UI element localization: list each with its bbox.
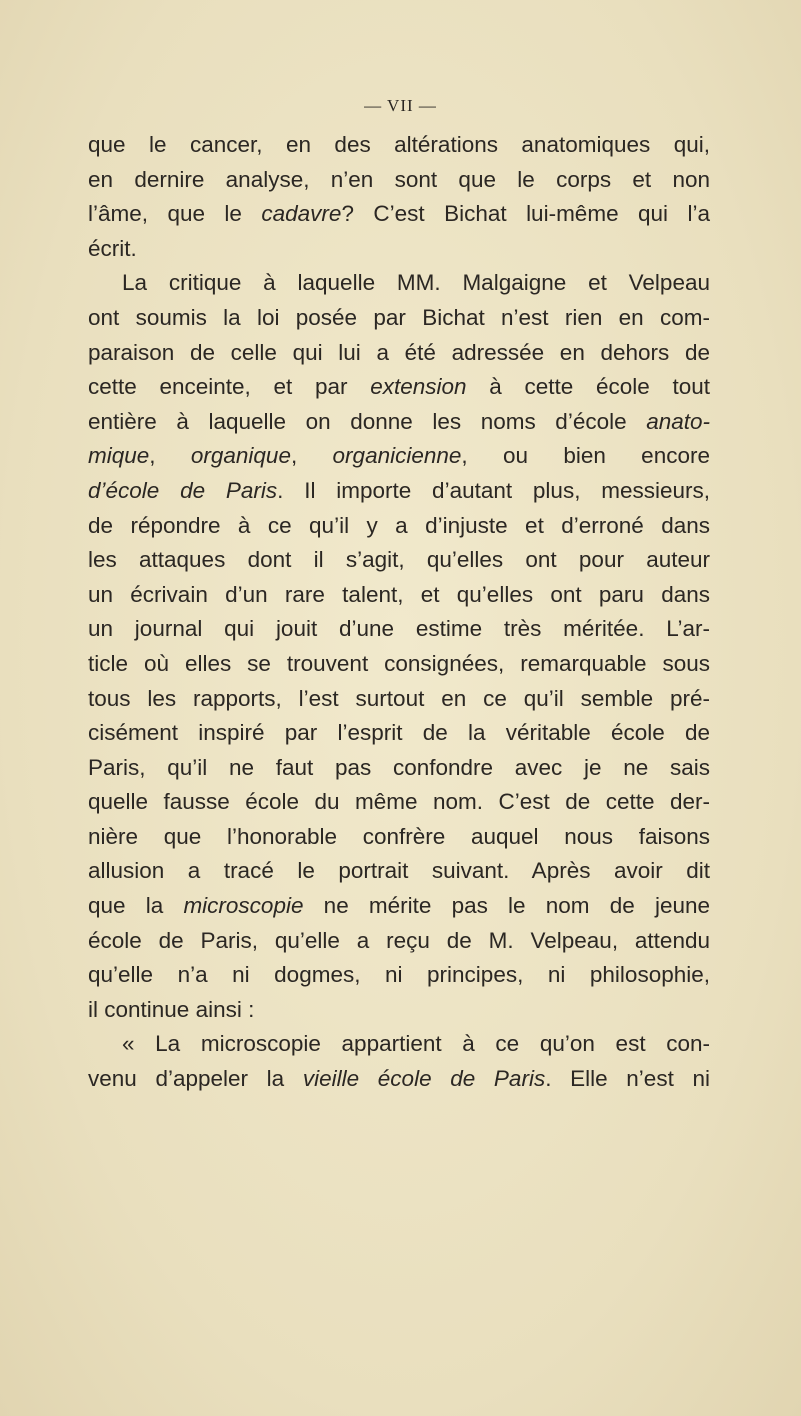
text-segment: « La microscopie appartient à ce qu’on est con- (122, 1031, 710, 1057)
text-line (88, 128, 710, 163)
text-line (88, 439, 710, 474)
text-segment: écrit. (88, 235, 137, 261)
text-line (88, 336, 710, 371)
text-segment: entière à laquelle on donne les noms d’école (88, 408, 647, 434)
italic-text-segment: organique (190, 443, 291, 469)
text-segment: à cette école tout (466, 374, 710, 400)
text-segment: les attaques dont il s’agit, qu’elles ont pour auteur (88, 547, 710, 573)
text-segment: ticle où elles se trouvent consignées, remarquable sous (88, 650, 710, 676)
text-line (88, 993, 710, 1028)
text-segment: cisément inspiré par l’esprit de la véritable école de (88, 720, 710, 746)
italic-text-segment: mique (88, 443, 150, 469)
text-segment: ne mérite pas le nom de jeune (303, 893, 710, 919)
italic-text-segment: vieille école de Paris (302, 1066, 546, 1092)
text-line (88, 370, 710, 405)
text-segment: tous les rapports, l’est surtout en ce qu’il semble pré- (88, 685, 710, 711)
text-line (88, 854, 710, 889)
text-segment: ? C’est Bichat lui-même qui l’a (341, 201, 710, 227)
text-segment: La critique à laquelle MM. Malgaigne et Velpeau (122, 270, 710, 296)
text-segment: allusion a tracé le portrait suivant. Après avoir dit (88, 858, 710, 884)
text-line (88, 474, 710, 509)
text-line (88, 266, 710, 301)
text-segment: . Elle n’est ni (545, 1066, 710, 1092)
text-line (88, 820, 710, 855)
text-segment: en dernire analyse, n’en sont que le corps et non (88, 166, 710, 192)
italic-text-segment: organicienne (332, 443, 462, 469)
text-line (88, 509, 710, 544)
text-line (88, 197, 710, 232)
text-segment: il continue ainsi : (88, 996, 255, 1022)
page-number: — VII — (364, 96, 437, 115)
text-segment: cette enceinte, et par (88, 374, 371, 400)
text-segment: . Il importe d’autant plus, messieurs, (277, 477, 711, 503)
text-segment: qu’elle n’a ni dogmes, ni principes, ni philosophie, (88, 962, 710, 988)
text-line (88, 785, 710, 820)
text-line (88, 301, 710, 336)
italic-text-segment: cadavre (261, 201, 342, 227)
italic-text-segment: microscopie (183, 893, 304, 919)
text-line (88, 889, 710, 924)
text-line (88, 1062, 710, 1097)
text-line (88, 612, 710, 647)
text-line (88, 924, 710, 959)
text-segment: , ou bien encore (461, 443, 710, 469)
text-segment: un journal qui jouit d’une estime très méritée. L’ar- (88, 616, 710, 642)
text-segment: , (290, 443, 333, 469)
text-segment: venu d’appeler la (88, 1066, 303, 1092)
text-segment: , (149, 443, 191, 469)
text-segment: que la (88, 893, 184, 919)
text-line (88, 405, 710, 440)
text-segment: de répondre à ce qu’il y a d’injuste et d’erroné dans (88, 512, 710, 538)
text-line (88, 163, 710, 198)
body-text (88, 128, 710, 1097)
text-line (88, 232, 710, 267)
text-segment: quelle fausse école du même nom. C’est de cette der- (88, 789, 710, 815)
text-line (88, 682, 710, 717)
text-segment: Paris, qu’il ne faut pas confondre avec je ne sais (88, 754, 710, 780)
italic-text-segment: extension (370, 374, 467, 400)
text-segment: paraison de celle qui lui a été adressée en dehors de (88, 339, 710, 365)
italic-text-segment: anato- (646, 408, 710, 434)
text-line (88, 578, 710, 613)
text-line (88, 543, 710, 578)
text-segment: un écrivain d’un rare talent, et qu’elles ont paru dans (88, 581, 710, 607)
text-line (88, 716, 710, 751)
text-line (88, 751, 710, 786)
italic-text-segment: d’école de Paris (88, 477, 278, 503)
text-segment: l’âme, que le (88, 201, 262, 227)
text-segment: que le cancer, en des altérations anatomiques qui, (88, 132, 710, 157)
text-line (88, 958, 710, 993)
text-segment: école de Paris, qu’elle a reçu de M. Velpeau, attendu (88, 927, 710, 953)
text-line (88, 1027, 710, 1062)
text-segment: ont soumis la loi posée par Bichat n’est rien en com- (88, 304, 710, 330)
text-line (88, 647, 710, 682)
text-segment: nière que l’honorable confrère auquel nous faisons (88, 823, 710, 849)
